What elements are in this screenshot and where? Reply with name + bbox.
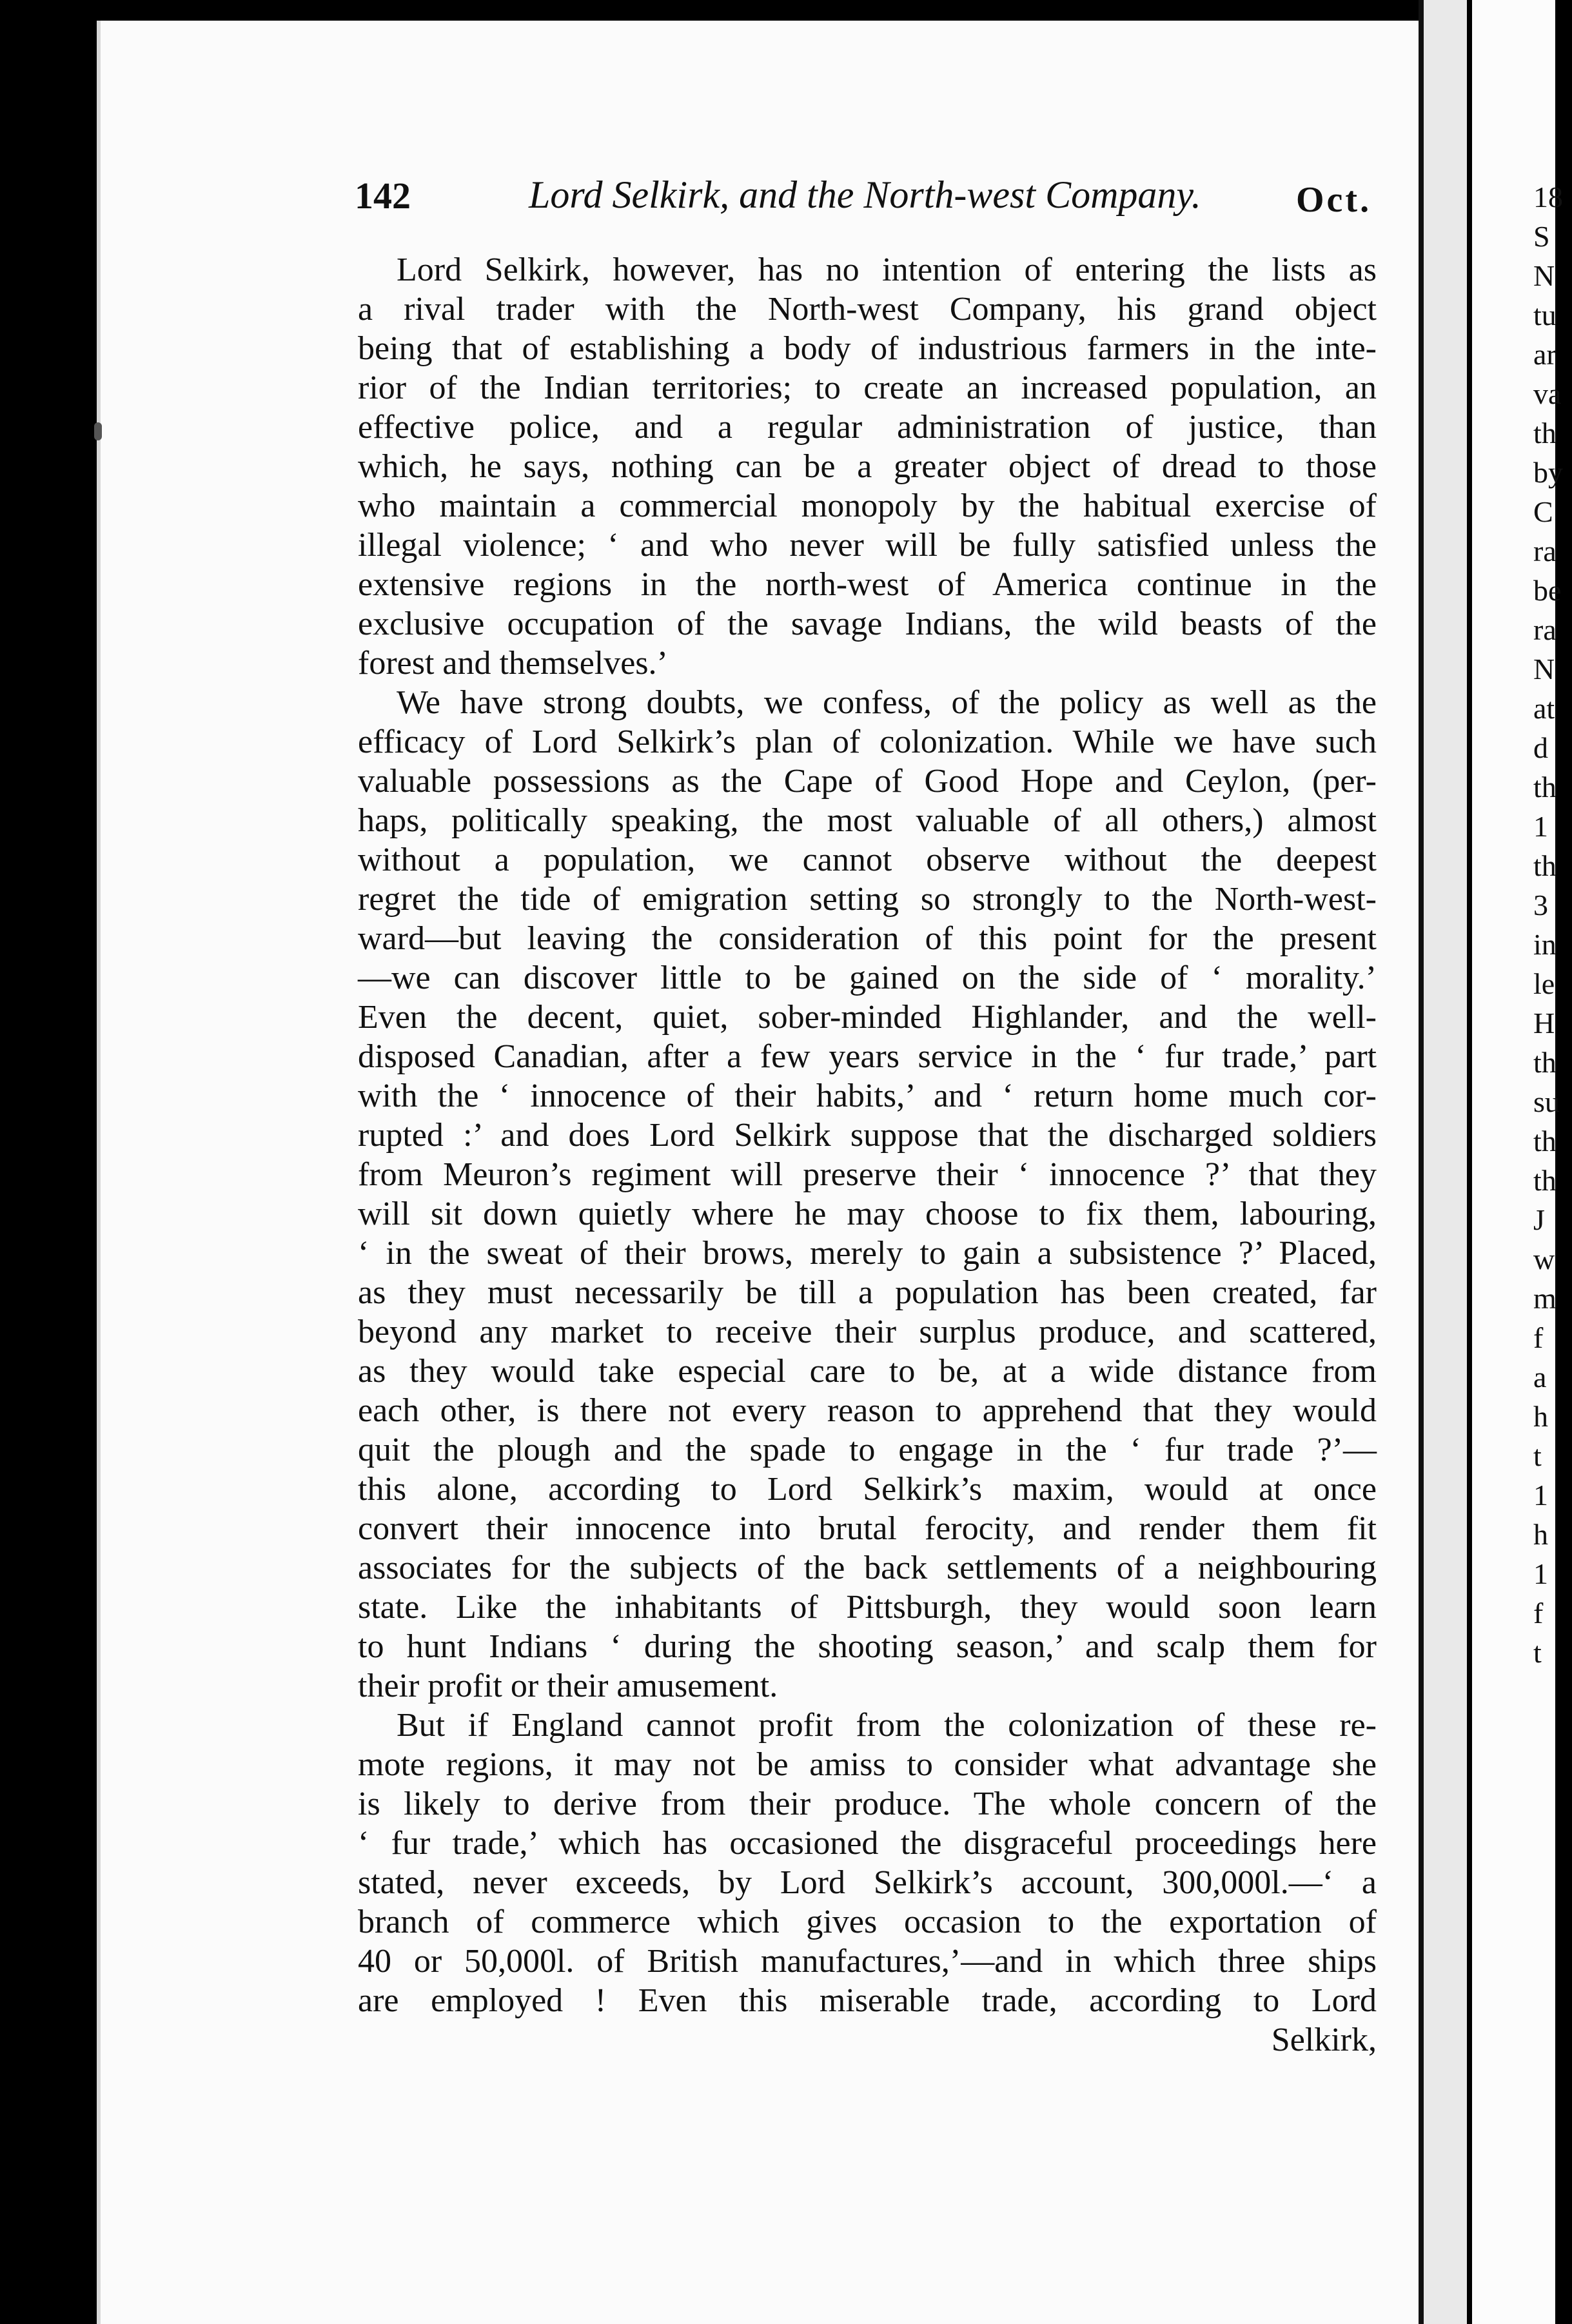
- adjacent-fragment: S: [1533, 220, 1550, 253]
- adjacent-fragment: m: [1533, 1282, 1557, 1315]
- text-line: this alone, according to Lord Selkirk’s maxim, would at once: [358, 1471, 1377, 1508]
- catchword: Selkirk,: [1271, 2022, 1377, 2058]
- adjacent-fragment: th: [1533, 1046, 1557, 1079]
- text-line: beyond any market to receive their surplus produce, and scattered,: [358, 1314, 1377, 1350]
- text-line: ward—but leaving the consideration of this point for the present: [358, 920, 1377, 957]
- text-line: We have strong doubts, we confess, of the policy as well as the: [397, 684, 1377, 721]
- adjacent-fragment: ra: [1533, 535, 1557, 567]
- adjacent-fragment: le: [1533, 967, 1555, 1000]
- text-line: regret the tide of emigration setting so strongly to the North-west-: [358, 881, 1377, 918]
- adjacent-fragment: th: [1533, 849, 1557, 882]
- adjacent-fragment: t: [1533, 1439, 1542, 1472]
- text-line: as they would take especial care to be, at a wide distance from: [358, 1353, 1377, 1390]
- text-line: quit the plough and the spade to engage in the ‘ fur trade ?’—: [358, 1432, 1377, 1468]
- text-line: branch of commerce which gives occasion to the exportation of: [358, 1904, 1377, 1940]
- text-line: without a population, we cannot observe without the deepest: [358, 842, 1377, 878]
- adjacent-fragment: f: [1533, 1321, 1544, 1354]
- book-gutter: [1419, 0, 1467, 2324]
- text-line: rior of the Indian territories; to create an increased population, an: [358, 369, 1377, 406]
- adjacent-fragment: f: [1533, 1597, 1544, 1630]
- text-line: ‘ in the sweat of their brows, merely to gain a subsistence ?’ Placed,: [358, 1235, 1377, 1272]
- text-line: which, he says, nothing can be a greater object of dread to those: [358, 448, 1377, 485]
- margin-mark: [94, 422, 102, 440]
- text-line: from Meuron’s regiment will preserve their ‘ innocence ?’ that they: [358, 1156, 1377, 1193]
- adjacent-fragment: th: [1533, 417, 1557, 449]
- adjacent-fragment: th: [1533, 1125, 1557, 1157]
- text-line: —we can discover little to be gained on the side of ‘ morality.’: [358, 960, 1377, 996]
- text-line: convert their innocence into brutal ferocity, and render them fit: [358, 1510, 1377, 1547]
- adjacent-fragment: h: [1533, 1518, 1548, 1551]
- adjacent-fragment: 3: [1533, 889, 1548, 921]
- adjacent-fragment: N: [1533, 259, 1555, 292]
- text-line: efficacy of Lord Selkirk’s plan of colonization. While we have such: [358, 724, 1377, 760]
- text-line: disposed Canadian, after a few years service in the ‘ fur trade,’ part: [358, 1038, 1377, 1075]
- adjacent-fragment: be: [1533, 574, 1562, 607]
- text-line: with the ‘ innocence of their habits,’ and ‘ return home much cor-: [358, 1078, 1377, 1114]
- text-line: their profit or their amusement.: [358, 1668, 778, 1704]
- page-edge: [1467, 0, 1472, 2324]
- adjacent-fragment: ra: [1533, 613, 1557, 646]
- adjacent-fragment: C: [1533, 495, 1553, 528]
- adjacent-fragment: N: [1533, 653, 1555, 685]
- adjacent-fragment: H: [1533, 1007, 1555, 1039]
- adjacent-fragment: th: [1533, 771, 1557, 803]
- text-line: stated, never exceeds, by Lord Selkirk’s account, 300,000l.—‘ a: [358, 1864, 1377, 1901]
- text-line: rupted :’ and does Lord Selkirk suppose that the discharged soldiers: [358, 1117, 1377, 1154]
- text-line: is likely to derive from their produce. The whole concern of the: [358, 1786, 1377, 1822]
- adjacent-fragment: 1: [1533, 1479, 1548, 1512]
- text-line: as they must necessarily be till a population has been created, far: [358, 1274, 1377, 1311]
- text-line: Even the decent, quiet, sober-minded Highlander, and the well-: [358, 999, 1377, 1036]
- text-line: exclusive occupation of the savage Indians, the wild beasts of the: [358, 606, 1377, 642]
- text-line: haps, politically speaking, the most valuable of all others,) almost: [358, 802, 1377, 839]
- text-line: will sit down quietly where he may choose to fix them, labouring,: [358, 1196, 1377, 1232]
- adjacent-fragment: t: [1533, 1636, 1542, 1669]
- text-line: each other, is there not every reason to apprehend that they would: [358, 1392, 1377, 1429]
- adjacent-fragment: 1: [1533, 810, 1548, 843]
- running-head: Lord Selkirk, and the North-west Company.: [529, 173, 1201, 216]
- text-line: illegal violence; ‘ and who never will be fully satisfied unless the: [358, 527, 1377, 564]
- adjacent-fragment: J: [1533, 1203, 1545, 1236]
- header-date: Oct.: [1296, 180, 1372, 220]
- text-line: extensive regions in the north-west of America continue in the: [358, 566, 1377, 603]
- adjacent-fragment: 1: [1533, 1557, 1548, 1590]
- adjacent-page-text: [1533, 177, 1572, 1672]
- adjacent-fragment: w: [1533, 1243, 1555, 1275]
- body-text: [358, 250, 1377, 2060]
- text-line: Lord Selkirk, however, has no intention of entering the lists as: [397, 251, 1377, 288]
- text-line: forest and themselves.’: [358, 645, 668, 682]
- text-line: effective police, and a regular administration of justice, than: [358, 409, 1377, 446]
- text-line: ‘ fur trade,’ which has occasioned the disgraceful proceedings here: [358, 1825, 1377, 1862]
- text-line: to hunt Indians ‘ during the shooting season,’ and scalp them for: [358, 1628, 1377, 1665]
- adjacent-fragment: va: [1533, 377, 1562, 410]
- adjacent-fragment: a: [1533, 1361, 1547, 1393]
- text-line: associates for the subjects of the back settlements of a neighbouring: [358, 1550, 1377, 1586]
- adjacent-fragment: at: [1533, 692, 1555, 725]
- adjacent-fragment: tu: [1533, 299, 1557, 331]
- text-line: 40 or 50,000l. of British manufactures,’—and in which three ships: [358, 1943, 1377, 1980]
- adjacent-fragment: 18: [1533, 181, 1563, 213]
- text-line: being that of establishing a body of industrious farmers in the inte-: [358, 330, 1377, 367]
- text-line: mote regions, it may not be amiss to consider what advantage she: [358, 1746, 1377, 1783]
- adjacent-fragment: by: [1533, 456, 1563, 489]
- text-line: are employed ! Even this miserable trade, according to Lord: [358, 1982, 1377, 2019]
- adjacent-fragment: in: [1533, 928, 1557, 961]
- text-line: But if England cannot profit from the colonization of these re-: [397, 1707, 1377, 1744]
- adjacent-fragment: ar: [1533, 338, 1557, 371]
- adjacent-fragment: th: [1533, 1164, 1557, 1197]
- page-number: 142: [355, 175, 411, 217]
- text-line: who maintain a commercial monopoly by the habitual exercise of: [358, 487, 1377, 524]
- adjacent-fragment: h: [1533, 1400, 1548, 1433]
- adjacent-fragment: d: [1533, 731, 1548, 764]
- adjacent-page: [1472, 0, 1563, 2324]
- adjacent-fragment: su: [1533, 1085, 1560, 1118]
- text-line: valuable possessions as the Cape of Good Hope and Ceylon, (per-: [358, 763, 1377, 800]
- text-line: a rival trader with the North-west Company, his grand object: [358, 291, 1377, 328]
- text-line: state. Like the inhabitants of Pittsburgh, they would soon learn: [358, 1589, 1377, 1626]
